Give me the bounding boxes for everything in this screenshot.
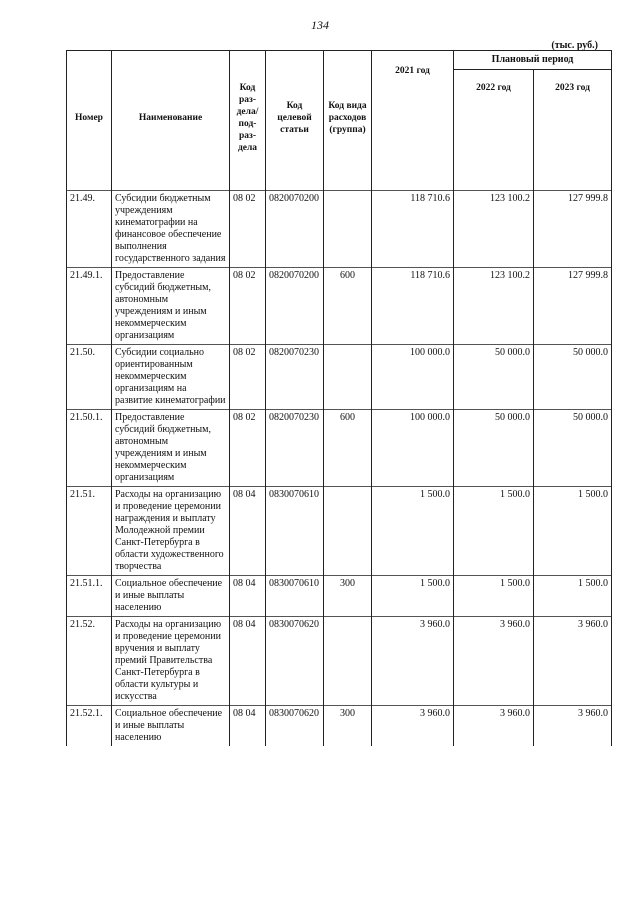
table-row [67,191,612,268]
row-section-code: 08 04 [230,487,266,576]
row-section-code: 08 04 [230,576,266,617]
row-number: 21.51. [67,487,112,576]
table-row [67,576,612,617]
row-name: Предоставление субсидий бюджетным, автономным учреждениям и иным некоммерческим организациям [112,410,230,487]
row-number: 21.50.1. [67,410,112,487]
header-planned-period: Плановый период [454,51,612,70]
header-number: Номер [67,51,112,185]
row-expense-code: 600 [324,268,372,345]
row-number: 21.50. [67,345,112,410]
row-expense-code: 300 [324,706,372,747]
row-target-code: 0830070610 [266,487,324,576]
row-name: Социальное обеспечение и иные выплаты населению [112,706,230,747]
header-target: Код целевой статьи [266,51,324,185]
units-label: (тыс. руб.) [551,40,598,51]
table-row [67,410,612,487]
row-section-code: 08 04 [230,617,266,706]
table-body [67,191,612,747]
row-expense-code [324,345,372,410]
row-section-code: 08 04 [230,706,266,747]
row-section-code: 08 02 [230,410,266,487]
row-name: Расходы на организацию и проведение церемонии награждения и выплату Молодежной премии Санкт-Петербурга в области художественного творчества [112,487,230,576]
row-2021: 100 000.0 [372,410,454,487]
row-expense-code: 600 [324,410,372,487]
row-number: 21.52.1. [67,706,112,747]
table-row [67,487,612,576]
row-2023: 1 500.0 [534,487,612,576]
row-2022: 50 000.0 [454,410,534,487]
row-2023: 50 000.0 [534,410,612,487]
row-2023: 1 500.0 [534,576,612,617]
row-2022: 50 000.0 [454,345,534,410]
header-2023: 2023 год [534,70,612,185]
table-row [67,706,612,747]
row-2023: 3 960.0 [534,706,612,747]
row-2022: 3 960.0 [454,706,534,747]
row-section-code: 08 02 [230,191,266,268]
row-2022: 3 960.0 [454,617,534,706]
header-section: Код раз-дела/ под-раз-дела [230,51,266,185]
row-target-code: 0820070200 [266,268,324,345]
row-number: 21.49. [67,191,112,268]
row-2021: 1 500.0 [372,487,454,576]
row-2021: 1 500.0 [372,576,454,617]
budget-table [66,50,612,746]
row-name: Субсидии бюджетным учреждениям кинематографии на финансовое обеспечение выполнения государственного задания [112,191,230,268]
row-number: 21.52. [67,617,112,706]
row-target-code: 0820070200 [266,191,324,268]
row-expense-code [324,191,372,268]
table-row [67,345,612,410]
row-2022: 123 100.2 [454,191,534,268]
table-row [67,268,612,345]
row-target-code: 0820070230 [266,410,324,487]
header-name: Наименование [112,51,230,185]
row-target-code: 0830070620 [266,706,324,747]
row-target-code: 0820070230 [266,345,324,410]
row-expense-code [324,617,372,706]
row-2021: 118 710.6 [372,268,454,345]
row-expense-code [324,487,372,576]
row-expense-code: 300 [324,576,372,617]
row-2021: 118 710.6 [372,191,454,268]
header-2021: 2021 год [372,51,454,185]
row-2022: 123 100.2 [454,268,534,345]
row-target-code: 0830070610 [266,576,324,617]
row-2021: 100 000.0 [372,345,454,410]
header-expense: Код вида расходов (группа) [324,51,372,185]
row-2023: 127 999.8 [534,191,612,268]
row-name: Социальное обеспечение и иные выплаты населению [112,576,230,617]
row-name: Субсидии социально ориентированным некоммерческим организациям на развитие кинематографии [112,345,230,410]
table-row [67,617,612,706]
row-number: 21.51.1. [67,576,112,617]
page-number: 134 [311,18,329,32]
row-number: 21.49.1. [67,268,112,345]
row-name: Расходы на организацию и проведение церемонии вручения и выплату премий Правительства Санкт-Петербурга в области культуры и искусства [112,617,230,706]
row-section-code: 08 02 [230,268,266,345]
row-2022: 1 500.0 [454,487,534,576]
row-2023: 50 000.0 [534,345,612,410]
row-2021: 3 960.0 [372,706,454,747]
row-2023: 127 999.8 [534,268,612,345]
row-2022: 1 500.0 [454,576,534,617]
row-target-code: 0830070620 [266,617,324,706]
row-2023: 3 960.0 [534,617,612,706]
row-section-code: 08 02 [230,345,266,410]
row-name: Предоставление субсидий бюджетным, автономным учреждениям и иным некоммерческим организациям [112,268,230,345]
row-2021: 3 960.0 [372,617,454,706]
header-2022: 2022 год [454,70,534,185]
